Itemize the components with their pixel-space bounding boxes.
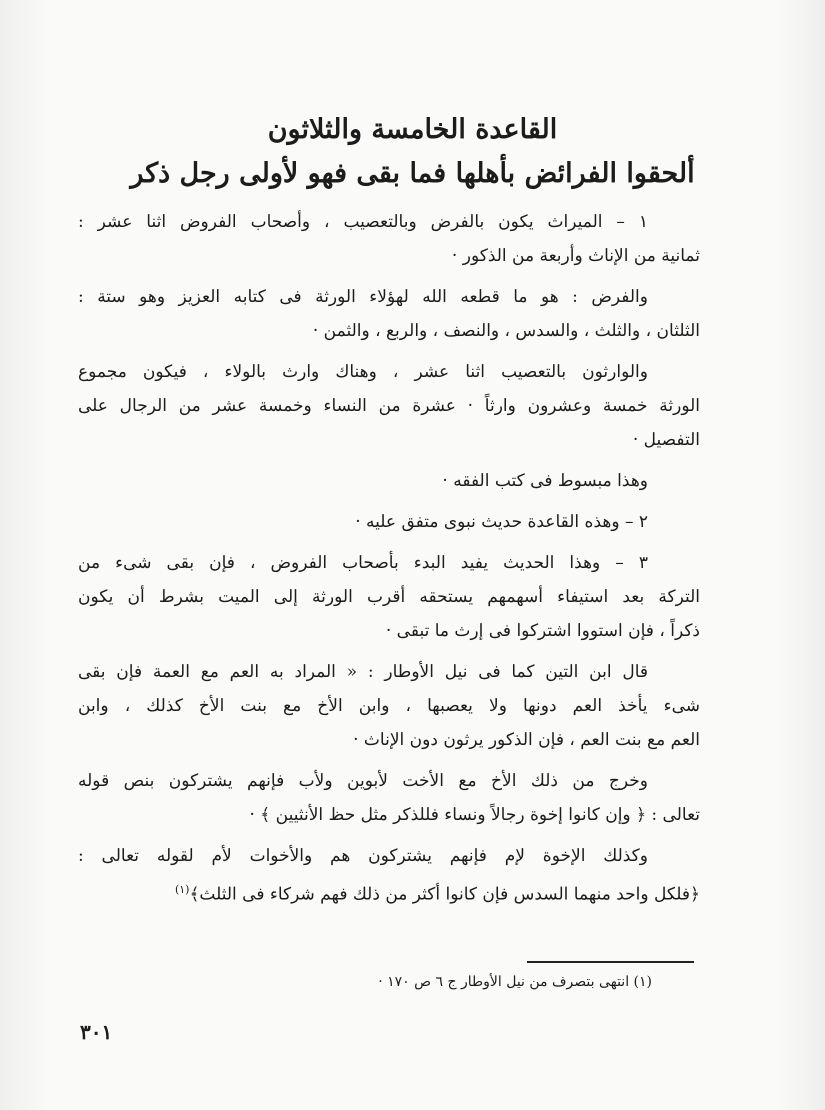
paragraph-1: [78, 205, 700, 273]
text-line-with-footnote: [78, 873, 700, 907]
text-line: الثلثان ، والثلث ، والسدس ، والنصف ، والربع ، والثمن ·: [312, 321, 700, 341]
paragraph-3: [78, 355, 700, 457]
text-line: وكذلك الإخوة لإم فإنهم يشتركون هم والأخوات لأم لقوله تعالى :: [78, 846, 648, 866]
page-number: ٣٠١: [80, 1020, 113, 1044]
text-line: الورثة خمسة وعشرون وارثاً · عشرة من النساء وخمسة عشر من الرجال على: [78, 396, 700, 416]
text-line: وخرج من ذلك الأخ مع الأخت لأبوين ولأب فإنهم يشتركون بنص قوله: [78, 771, 648, 791]
text-line: العم مع بنت العم ، فإن الذكور يرثون دون الإناث ·: [353, 730, 700, 750]
text-line: ٢ – وهذه القاعدة حديث نبوى متفق عليه ·: [355, 512, 648, 532]
paragraph-9: [78, 839, 700, 907]
text-line: وهذا مبسوط فى كتب الفقه ·: [442, 471, 648, 491]
body-text: [78, 205, 700, 907]
text-line: قال ابن التين كما فى نيل الأوطار : « المراد به العم مع العمة فإن بقى: [78, 662, 648, 682]
text-line: التركة بعد استيفاء أسهمهم يستحقه أقرب الورثة إلى الميت بشرط أن يكون: [78, 587, 700, 607]
text-line: والفرض : هو ما قطعه الله لهؤلاء الورثة فى كتابه العزيز وهو ستة :: [78, 287, 648, 307]
footnote: (١) انتهى بتصرف من نيل الأوطار ج ٦ ص ١٧٠ ·: [378, 974, 652, 990]
text-line: شىء يأخذ العم دونها ولا يعصبها ، وابن الأخ مع بنت الأخ كذلك ، وابن: [78, 696, 700, 716]
paragraph-5: [78, 505, 700, 539]
text-line: ذكراً ، فإن استووا اشتركوا فى إرث ما تبقى ·: [385, 621, 700, 641]
paragraph-2: [78, 280, 700, 348]
chapter-title: القاعدة الخامسة والثلاثون: [267, 114, 558, 145]
quran-quote: ﴿فلكل واحد منهما السدس فإن كانوا أكثر من ذلك فهم شركاء فى الثلث﴾: [189, 884, 700, 905]
paragraph-7: [78, 655, 700, 757]
paragraph-4: [78, 464, 700, 498]
text-line: تعالى : ﴿ وإن كانوا إخوة رجالاً ونساء فللذكر مثل حظ الأنثيين ﴾ ·: [249, 805, 700, 825]
footnote-divider: [527, 961, 694, 963]
text-line: ١ – الميراث يكون بالفرض وبالتعصيب ، وأصحاب الفروض اثنا عشر :: [78, 212, 648, 232]
text-line: التفصيل ·: [632, 430, 700, 450]
paragraph-6: [78, 546, 700, 648]
text-line: ثمانية من الإناث وأربعة من الذكور ·: [451, 246, 700, 266]
text-line: ٣ – وهذا الحديث يفيد البدء بأصحاب الفروض ، فإن بقى شىء من: [78, 553, 648, 573]
footnote-marker[interactable]: (١): [174, 883, 190, 896]
text-line: والوارثون بالتعصيب اثنا عشر ، وهناك وارث بالولاء ، فيكون مجموع: [78, 362, 648, 382]
paragraph-8: [78, 764, 700, 832]
chapter-subtitle: ألحقوا الفرائض بأهلها فما بقى فهو لأولى رجل ذكر: [130, 158, 695, 189]
